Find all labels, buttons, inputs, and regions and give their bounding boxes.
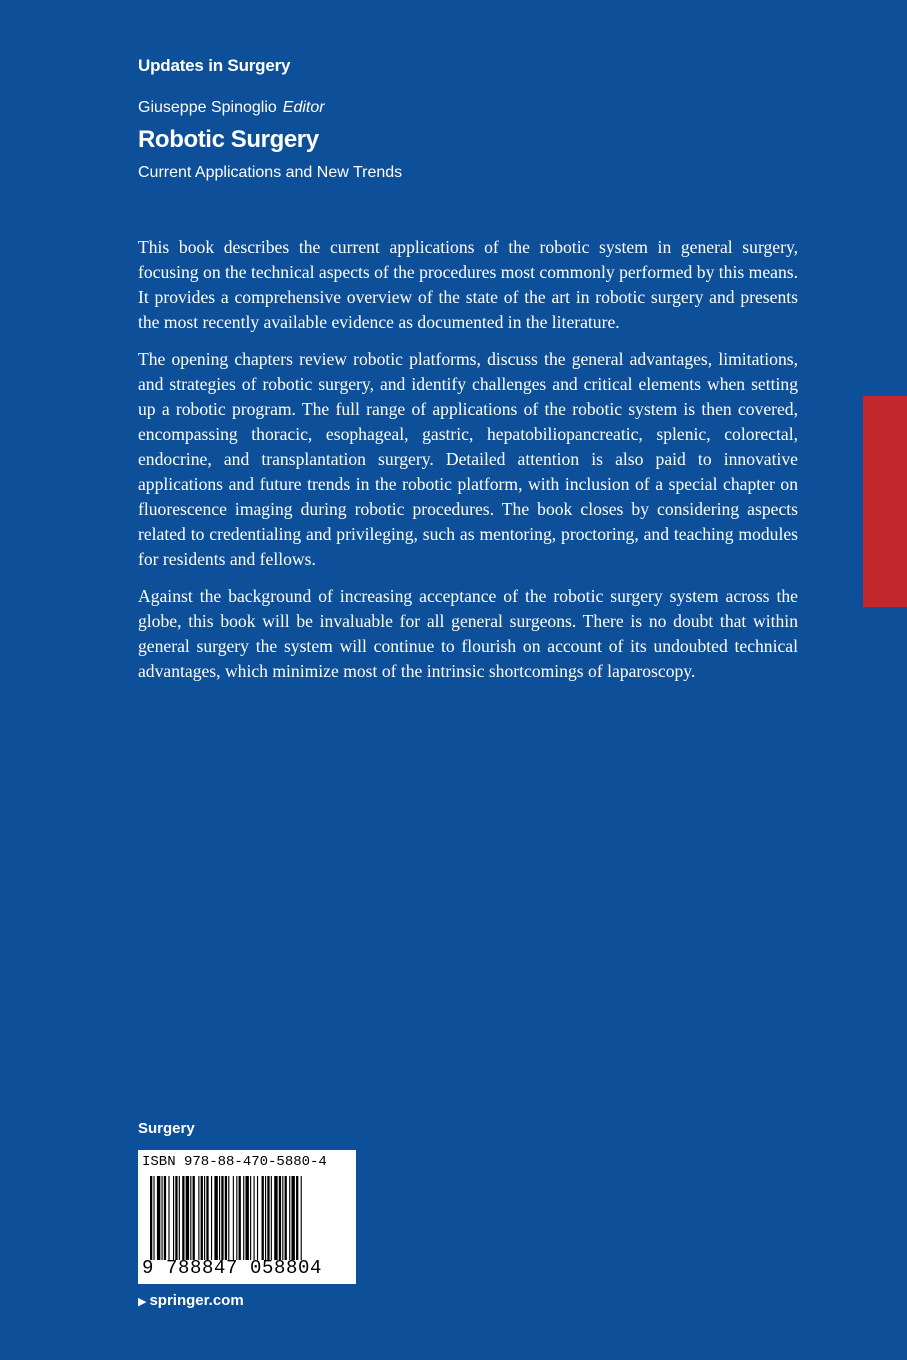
series-title: Updates in Surgery: [138, 56, 291, 75]
editor-line: [138, 99, 325, 117]
arrow-right-icon: ▶: [138, 1296, 147, 1308]
description: [138, 235, 798, 696]
barcode-digits: 9 788847 058804: [142, 1257, 323, 1279]
website-link[interactable]: [138, 1292, 244, 1309]
description-paragraph: This book describes the current applications of the robotic system in general surgery, focusing on the technical aspects of the procedures most commonly performed by this means. It provides a comprehensive overview of the state of the art in robotic surgery and presents the most recently available evidence as documented in the literature.: [138, 237, 798, 332]
red-accent-tab: [863, 396, 907, 607]
book-subtitle: Current Applications and New Trends: [138, 164, 403, 181]
category-label: Surgery: [138, 1120, 195, 1137]
description-paragraph: The opening chapters review robotic platforms, discuss the general advantages, limitations, and strategies of robotic surgery, and identify challenges and critical elements when setting up a robotic program. The full range of applications of the robotic system is then covered, encompassing thoracic, esophageal, gastric, hepatobiliopancreatic, splenic, colorectal, endocrine, and transplantation surgery. Detailed attention is also paid to innovative applications and future trends in the robotic platform, with inclusion of a special chapter on fluorescence imaging during robotic procedures. The book closes by considering aspects related to credentialing and privileging, such as mentoring, proctoring, and teaching modules for residents and fellows.: [138, 349, 798, 569]
barcode-bars: [142, 1176, 348, 1260]
book-title: Robotic Surgery: [138, 126, 319, 153]
website-url: springer.com: [149, 1292, 244, 1309]
barcode: [138, 1150, 356, 1284]
editor-role: Editor: [282, 99, 325, 116]
description-paragraph: Against the background of increasing acceptance of the robotic surgery system across the globe, this book will be invaluable for all general surgeons. There is no doubt that within general surgery the system will continue to flourish on account of its undoubted technical advantages, which minimize most of the intrinsic shortcomings of laparoscopy.: [138, 586, 798, 681]
isbn-label: ISBN 978-88-470-5880-4: [142, 1154, 327, 1170]
editor-name: Giuseppe Spinoglio: [138, 99, 277, 116]
